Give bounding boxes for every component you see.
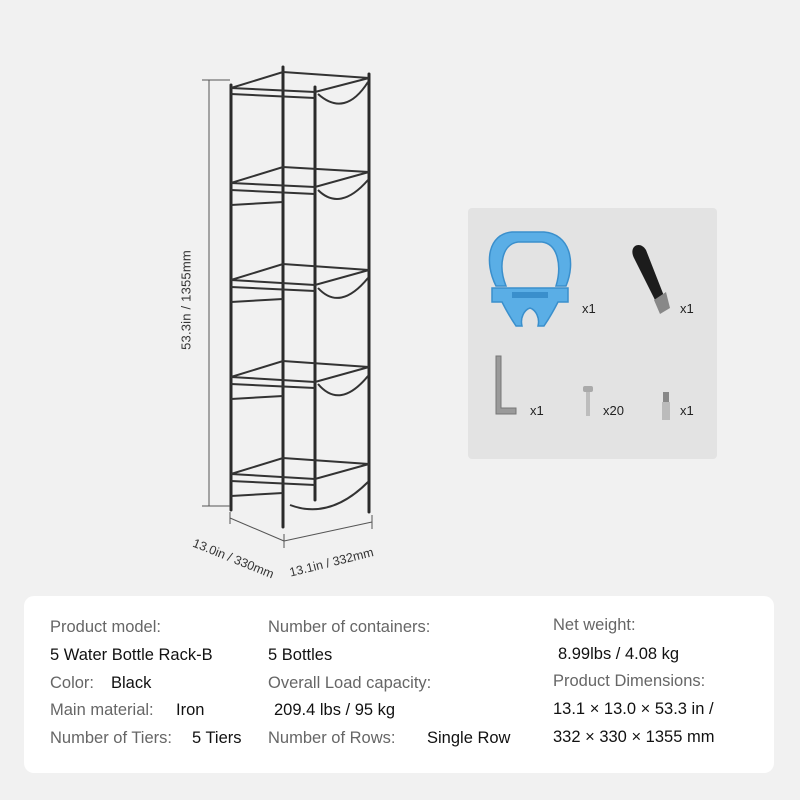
color-value: Black <box>111 674 152 692</box>
tiers-label: Number of Tiers: <box>50 729 172 747</box>
load-capacity-value: 209.4 lbs / 95 kg <box>274 701 396 719</box>
width-dimension: 13.1in / 332mm <box>288 545 375 580</box>
product-model-label: Product model: <box>50 618 161 636</box>
containers-value: 5 Bottles <box>268 646 333 664</box>
screws-qty: x20 <box>603 403 624 418</box>
containers-label: Number of containers: <box>268 618 431 636</box>
strap-qty: x1 <box>680 301 694 316</box>
specifications-card <box>24 596 774 773</box>
hex-key-qty: x1 <box>530 403 544 418</box>
material-value: Iron <box>176 701 205 719</box>
net-weight-label: Net weight: <box>553 616 636 634</box>
depth-dimension: 13.0in / 330mm <box>190 536 276 582</box>
bottle-handle-icon <box>482 228 578 332</box>
anchor-qty: x1 <box>680 403 694 418</box>
load-capacity-label: Overall Load capacity: <box>268 674 432 692</box>
product-model-value: 5 Water Bottle Rack-B <box>50 646 213 664</box>
anti-tip-strap-icon <box>626 242 674 316</box>
product-illustration <box>0 0 460 590</box>
rows-value: Single Row <box>427 729 511 747</box>
tiers-value: 5 Tiers <box>192 729 242 747</box>
height-dimension: 53.3in / 1355mm <box>178 250 194 350</box>
color-label: Color: <box>50 674 95 692</box>
net-weight-value: 8.99lbs / 4.08 kg <box>558 645 680 663</box>
wall-anchor-icon <box>658 390 674 424</box>
handle-qty: x1 <box>582 301 596 316</box>
screw-icon <box>580 384 596 420</box>
dimensions-mm: 332 × 330 × 1355 mm <box>553 728 715 746</box>
accessories-panel <box>468 208 717 459</box>
dimensions-inches: 13.1 × 13.0 × 53.3 in / <box>553 700 714 718</box>
bottle-rack-image <box>0 0 460 590</box>
hex-key-icon <box>490 352 520 420</box>
dimensions-label: Product Dimensions: <box>553 672 706 690</box>
material-label: Main material: <box>50 701 154 719</box>
rows-label: Number of Rows: <box>268 729 396 747</box>
